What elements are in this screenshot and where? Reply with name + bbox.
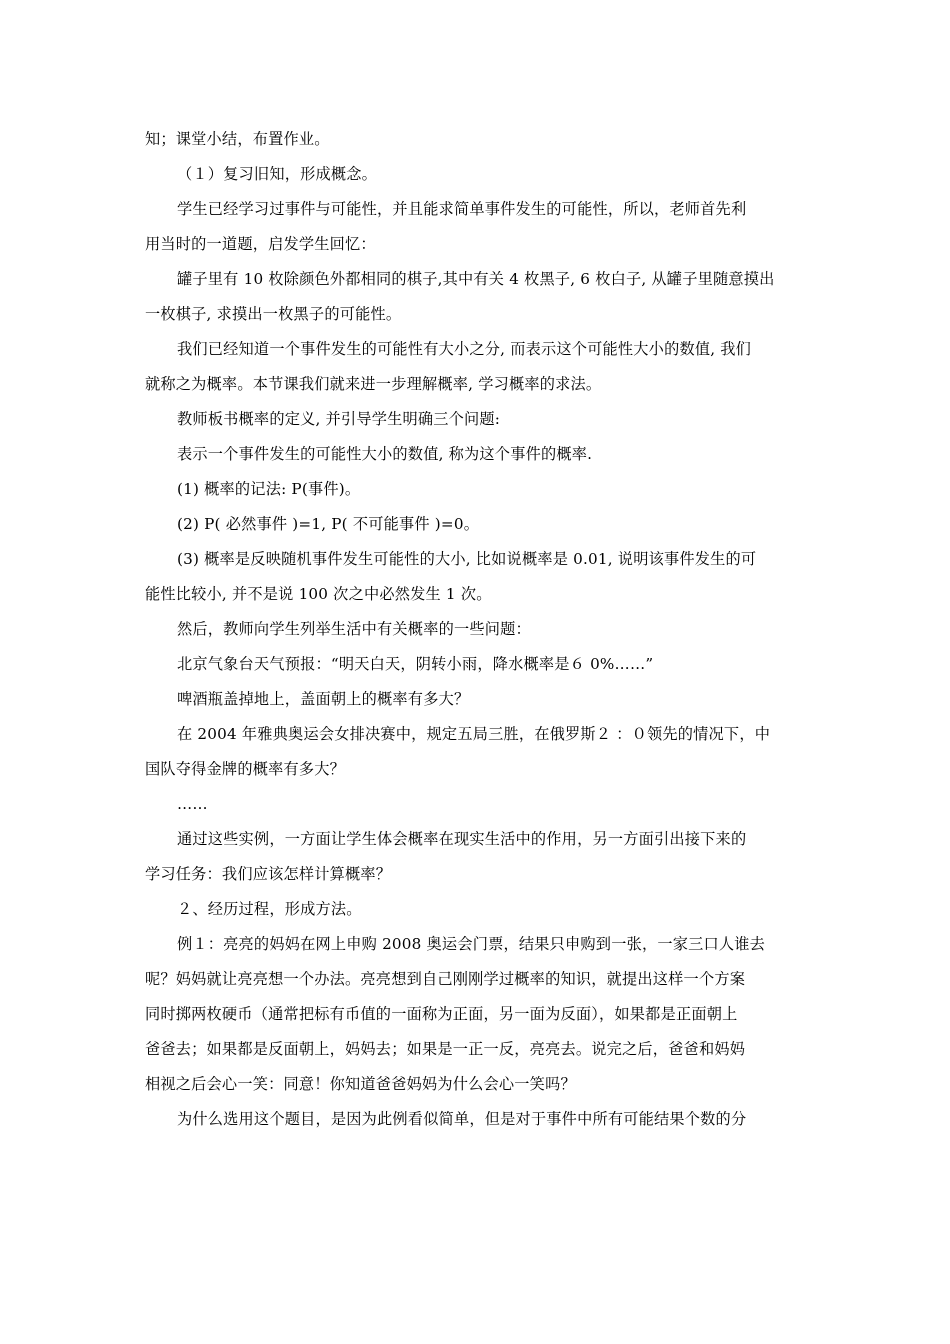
text-line: 通过这些实例，一方面让学生体会概率在现实生活中的作用，另一方面引出接下来的 (177, 830, 747, 848)
text-line: 就称之为概率。本节课我们就来进一步理解概率, 学习概率的求法。 (145, 375, 602, 393)
text-line: 罐子里有 10 枚除颜色外都相同的棋子,其中有关 4 枚黑子, 6 枚白子, 从罐子里随意摸出 (177, 270, 775, 288)
text-line: 同时掷两枚硬币（通常把标有币值的一面称为正面，另一面为反面），如果都是正面朝上 (145, 1005, 738, 1023)
text-line: 表示一个事件发生的可能性大小的数值, 称为这个事件的概率. (177, 445, 593, 463)
text-line: 例１：亮亮的妈妈在网上申购 2008 奥运会门票，结果只申购到一张，一家三口人谁去 (177, 935, 766, 953)
text-line: 国队夺得金牌的概率有多大？ (145, 760, 346, 778)
text-line: (1) 概率的记法: P(事件)。 (177, 480, 361, 498)
text-line: …… (177, 795, 208, 813)
text-line: 我们已经知道一个事件发生的可能性有大小之分, 而表示这个可能性大小的数值, 我们 (177, 340, 752, 358)
text-line: 北京气象台天气预报：“明天白天，阴转小雨，降水概率是６ 0%……” (177, 655, 654, 673)
text-line: (2) P( 必然事件 )=1, P( 不可能事件 )=0。 (177, 515, 480, 533)
text-line: 能性比较小, 并不是说 100 次之中必然发生 1 次。 (145, 585, 492, 603)
text-line: （１）复习旧知，形成概念。 (177, 165, 378, 183)
text-line: 相视之后会心一笑：同意！你知道爸爸妈妈为什么会心一笑吗？ (145, 1075, 576, 1093)
text-line: 知；课堂小结，布置作业。 (145, 130, 330, 148)
text-line: (3) 概率是反映随机事件发生可能性的大小, 比如说概率是 0.01, 说明该事件发生的可 (177, 550, 757, 568)
text-line: 为什么选用这个题目，是因为此例看似简单，但是对于事件中所有可能结果个数的分 (177, 1110, 747, 1128)
text-line: 在 2004 年雅典奥运会女排决赛中，规定五局三胜，在俄罗斯２ ：０领先的情况下，中 (177, 725, 771, 743)
text-line: 爸爸去；如果都是反面朝上，妈妈去；如果是一正一反，亮亮去。说完之后，爸爸和妈妈 (145, 1040, 746, 1058)
text-line: 学习任务：我们应该怎样计算概率？ (145, 865, 392, 883)
text-line: 教师板书概率的定义, 并引导学生明确三个问题: (177, 410, 501, 428)
text-line: 呢？妈妈就让亮亮想一个办法。亮亮想到自己刚刚学过概率的知识，就提出这样一个方案 (145, 970, 746, 988)
text-line: 一枚棋子, 求摸出一枚黑子的可能性。 (145, 305, 402, 323)
text-line: 然后，教师向学生列举生活中有关概率的一些问题： (177, 620, 531, 638)
text-line: 用当时的一道题，启发学生回忆： (145, 235, 376, 253)
text-line: ２、经历过程，形成方法。 (177, 900, 362, 918)
text-line: 啤酒瓶盖掉地上，盖面朝上的概率有多大？ (177, 690, 470, 708)
document-body (145, 122, 810, 1137)
text-line: 学生已经学习过事件与可能性，并且能求简单事件发生的可能性，所以，老师首先利 (177, 200, 747, 218)
